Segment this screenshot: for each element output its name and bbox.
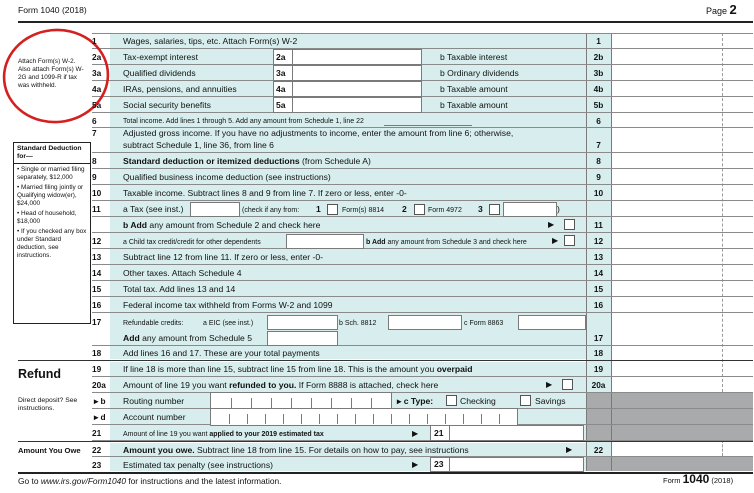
line-23-label: Estimated tax penalty (see instructions) [123,460,273,470]
line-2a-inner: 2a [276,52,286,62]
grid-line [92,152,753,153]
digit-cell-divider [351,398,352,408]
line-1-box: 1 [596,36,601,46]
line-1-num: 1 [92,36,97,46]
line-12-num: 12 [92,236,102,246]
account-number-input[interactable] [210,408,518,426]
line-12-box: 12 [593,236,604,246]
line-21-input[interactable] [449,425,584,441]
refund-heading: Refund [18,367,62,381]
line-9-num: 9 [92,172,97,182]
line-14-label: Other taxes. Attach Schedule 4 [123,268,242,278]
line-5a-num: 5a [92,100,102,110]
line-1-label: Wages, salaries, tips, etc. Attach Form(s) W-2 [123,36,298,46]
arrow-22-icon: ▶ [566,445,573,454]
footer-left-post: for instructions and the latest information. [126,476,282,486]
line-11-num: 11 [92,204,101,214]
line-21-text: Amount of line 19 you want [123,431,210,438]
arrow-21-icon: ▶ [412,429,419,438]
std-item-single: • Single or married filing separately, $12,000 [17,166,85,181]
line-9-label: Qualified business income deduction (see instructions) [123,172,331,182]
line-2a-input[interactable] [292,49,422,65]
digit-cell-divider [311,398,312,408]
line-19-box: 19 [593,364,604,374]
line-17b-label: b Sch. 8812 [339,320,377,327]
page-digit: 2 [729,2,737,17]
grid-line [92,312,753,313]
digit-cell-divider [271,398,272,408]
checking-label: Checking [460,396,496,406]
line-21-num: 21 [92,428,102,438]
line-11a-label: a Tax (see inst.) [123,204,184,214]
line-8-num: 8 [92,156,97,166]
digit-cell-divider [427,414,428,424]
line-3a-label: Qualified dividends [123,68,196,78]
grid-line [92,33,753,34]
line-21-bold: applied to your 2019 estimated tax [209,431,324,438]
grid-line [92,264,753,265]
line-3b-box: 3b [593,68,604,78]
line-17-label: Refundable credits: [123,320,184,327]
std-deduction-list [14,164,90,262]
line-8-box: 8 [596,156,601,166]
grid-line [92,296,753,297]
schedule-3-checkbox[interactable] [564,235,575,246]
page-label: Page [706,6,730,16]
line-3a-num: 3a [92,68,102,78]
line-17-add-rest: any amount from Schedule 5 [139,333,252,343]
line-22-bold: Amount you owe. [123,445,195,455]
line-17-add-label [123,333,252,344]
line-2b-label: b Taxable interest [440,52,508,62]
grid-line [92,248,753,249]
line-6-fill-line[interactable] [384,125,472,126]
line-4a-inner: 4a [276,84,286,94]
grid-line [92,64,753,65]
arrow-23-icon: ▶ [412,460,419,469]
line-4b-label: b Taxable amount [440,84,508,94]
schedule-2-checkbox[interactable] [564,219,575,230]
attach-note: Attach Form(s) W-2. Also attach Form(s) W-2G and 1099-R if tax was withheld. [18,58,84,89]
line-17c-input[interactable] [518,315,586,330]
line-12a-label: a Child tax credit/credit for other dependents [123,239,261,246]
digit-cell-divider [463,414,464,424]
grid-line [92,184,753,185]
header-rule [18,21,753,23]
grid-line [92,48,753,49]
line-11-box: 11 [594,220,603,230]
account-type-label: ▸ c Type: [397,396,434,406]
line-11b-bold: b Add [123,220,148,230]
footer-year-text: (2018) [711,476,734,485]
line-2b-box: 2b [593,52,604,62]
line-16-box: 16 [593,300,604,310]
line-18-num: 18 [92,348,102,358]
grid-line [92,168,753,169]
digit-cell-divider [301,414,302,424]
form-8814-checkbox[interactable] [327,204,338,215]
form-8814-label: Form(s) 8814 [342,207,385,214]
line-15-num: 15 [92,284,102,294]
form-4972-label: Form 4972 [428,207,462,214]
line-12b-rest: any amount from Schedule 3 and check here [385,239,527,246]
amount-you-owe-heading: Amount You Owe [18,446,81,455]
digit-cell-divider [331,398,332,408]
line-12b-bold: b Add [366,239,386,246]
footer-rule [18,472,753,474]
grid-line [92,392,753,393]
shaded-refund-amount [611,392,753,440]
grid-line [92,80,753,81]
cents-divider-owe [722,440,723,456]
line-9-box: 9 [596,172,601,182]
line-22-rest: Subtract line 18 from line 15. For details on how to pay, see instructions [194,445,469,455]
line-13-label: Subtract line 12 from line 11. If zero or less, enter -0- [123,252,323,262]
line-20a-num: 20a [92,380,106,390]
line-21-label [123,429,324,440]
line-11-check-label: (check if any from: [242,207,300,214]
line-3a-input[interactable] [292,65,422,81]
form-8888-checkbox[interactable] [562,379,573,390]
digit-cell-divider [291,398,292,408]
line-15-label: Total tax. Add lines 13 and 14 [123,284,236,294]
owe-section-rule [18,441,753,442]
line-23-inner: 23 [434,459,444,469]
account-number-label: Account number [123,412,186,422]
line-19-label [123,364,473,375]
std-deduction-title: Standard Deduction for— [14,143,90,164]
digit-cell-divider [265,414,266,424]
digit-cell-divider [391,414,392,424]
checking-checkbox[interactable] [446,395,457,406]
digit-cell-divider [355,414,356,424]
grid-line [92,376,753,377]
digit-cell-divider [229,414,230,424]
line-19-label-bold: overpaid [436,364,473,374]
line-20a-bold: refunded to you. [229,380,297,390]
line-11-check3-num: 3 [478,204,483,214]
page-number [706,4,737,17]
digit-cell-divider [481,414,482,424]
schedule-5-input[interactable] [267,331,338,346]
line-5a-input[interactable] [292,97,422,113]
digit-cell-divider [247,414,248,424]
arrow-20a-icon: ▶ [546,380,553,389]
savings-checkbox[interactable] [520,395,531,406]
line-11b-rest: any amount from Schedule 2 and check here [147,220,321,230]
digit-cell-divider [231,398,232,408]
line-20a-box: 20a [591,380,606,390]
line-17b-input[interactable] [388,315,462,330]
line-13-box: 13 [593,252,604,262]
savings-label: Savings [535,396,566,406]
amount-divider [611,33,612,471]
line-6-label: Total income. Add lines 1 through 5. Add any amount from Schedule 1, line 22 [123,118,364,125]
grid-line [92,456,753,457]
line-20a-label [123,380,438,391]
line-17a-input[interactable] [267,315,338,330]
footer-form-label: Form [663,476,683,485]
line-6-box: 6 [596,116,601,126]
direct-deposit-note: Direct deposit? See instructions. [18,397,78,412]
line-23-num: 23 [92,460,102,470]
line-6-num: 6 [92,116,97,126]
line-4a-label: IRAs, pensions, and annuities [123,84,237,94]
line-2a-label: Tax-exempt interest [123,52,198,62]
line-19-label-text: If line 18 is more than line 15, subtract line 15 from line 18. This is the amount you [123,364,437,374]
line-10-box: 10 [593,188,604,198]
grid-line [92,96,753,97]
std-item-checked: • If you checked any box under Standard deduction, see instructions. [17,228,87,259]
line-3a-inner: 3a [276,68,286,78]
line-8-label-rest: (from Schedule A) [299,156,371,166]
digit-cell-divider [337,414,338,424]
std-item-hoh: • Head of household, $18,000 [17,210,77,225]
routing-number-label: Routing number [123,396,185,406]
grid-line [92,345,753,346]
line-17a-label: a EIC (see inst.) [203,320,254,327]
form-4972-checkbox[interactable] [414,204,425,215]
line-16-label: Federal income tax withheld from Forms W-2 and 1099 [123,300,333,310]
line-15-box: 15 [593,284,604,294]
line-5b-box: 5b [593,100,604,110]
line-4a-num: 4a [92,84,102,94]
digit-cell-divider [251,398,252,408]
grid-line [92,232,753,233]
line-17-num: 17 [92,317,102,327]
line-20d-num: ▸ d [94,412,106,422]
cents-divider [722,33,723,392]
line-19-num: 19 [92,364,102,374]
line-11a-input[interactable] [190,202,240,217]
shaded-refund-cell [586,392,611,440]
other-form-input[interactable] [503,202,557,217]
line-17-add-bold: Add [123,333,140,343]
line-14-box: 14 [593,268,604,278]
line-4b-box: 4b [593,84,604,94]
grid-line [92,112,753,113]
line-4a-input[interactable] [292,81,422,97]
digit-cell-divider [283,414,284,424]
footer-right [663,474,733,486]
line-22-box: 22 [593,445,604,455]
line-20b-num: ▸ b [94,396,106,406]
line-21-inner: 21 [434,428,444,438]
std-deduction-box [13,142,91,324]
line-7-label-1: Adjusted gross income. If you have no adjustments to income, enter the amount from line 6; otherwise, [123,128,514,138]
footer-left-pre: Go to [18,476,41,486]
line-22-num: 22 [92,445,102,455]
digit-cell-divider [371,398,372,408]
digit-cell-divider [319,414,320,424]
line-12a-input[interactable] [286,234,364,249]
digit-cell-divider [409,414,410,424]
line-10-num: 10 [92,188,102,198]
line-16-num: 16 [92,300,102,310]
line-5b-label: b Taxable amount [440,100,508,110]
line-7-label-2: subtract Schedule 1, line 36, from line 6 [123,140,274,150]
line-17-box: 17 [593,333,604,343]
line-7-box: 7 [596,140,601,150]
line-20a-text: Amount of line 19 you want [123,380,230,390]
grid-line [92,280,753,281]
line-18-label: Add lines 16 and 17. These are your total payments [123,348,320,358]
line-18-box: 18 [593,348,604,358]
digit-cell-divider [373,414,374,424]
line-7-num: 7 [92,128,97,138]
other-form-checkbox[interactable] [489,204,500,215]
line-12b-label [366,237,527,248]
std-item-joint: • Married filing jointly or Qualifying widow(er), $24,000 [17,184,84,207]
line-8-label-bold: Standard deduction or itemized deductions [123,156,300,166]
footer-left [18,476,281,487]
line-13-num: 13 [92,252,102,262]
line-3b-label: b Ordinary dividends [440,68,519,78]
digit-cell-divider [499,414,500,424]
line-10-label: Taxable income. Subtract lines 8 and 9 from line 7. If zero or less, enter -0- [123,188,407,198]
line-23-input[interactable] [449,457,584,472]
line-22-label [123,445,469,456]
line-8-label [123,156,371,167]
line-11-close-paren: ) [557,204,560,214]
line-11b-label [123,220,320,231]
digit-cell-divider [445,414,446,424]
arrow-12b-icon: ▶ [552,236,559,245]
line-2a-num: 2a [92,52,102,62]
line-14-num: 14 [92,268,102,278]
form-title: Form 1040 (2018) [18,5,87,15]
refund-section-rule [18,360,753,361]
footer-url[interactable]: www.irs.gov/Form1040 [40,476,126,486]
line-11-check2-num: 2 [402,204,407,214]
grid-line [92,200,753,201]
footer-form-number: 1040 [682,472,710,486]
line-17c-label: c Form 8863 [464,320,504,327]
line-5a-label: Social security benefits [123,100,211,110]
arrow-11b-icon: ▶ [548,220,555,229]
line-11-check1-num: 1 [316,204,321,214]
line-5a-inner: 5a [276,100,286,110]
line-20a-text2: If Form 8888 is attached, check here [296,380,439,390]
